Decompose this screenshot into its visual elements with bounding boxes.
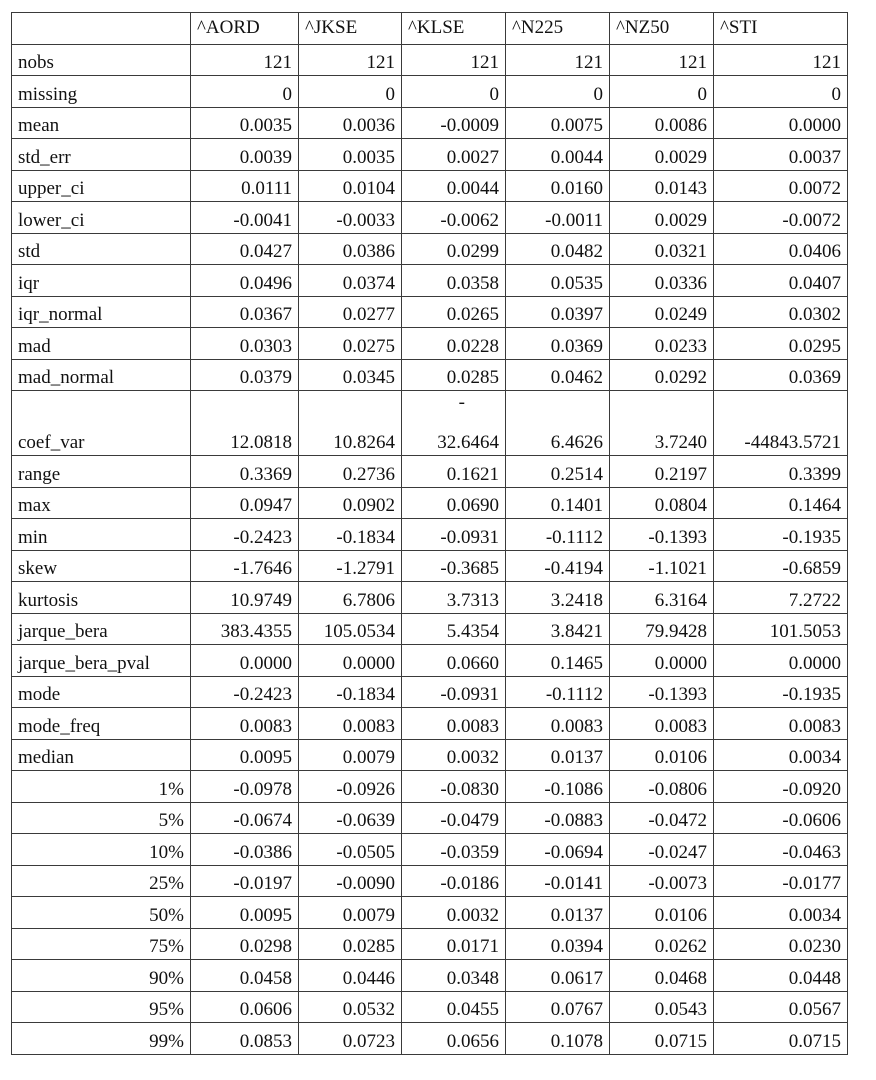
value-cell: 0.0321: [610, 233, 714, 265]
value-cell: 0.0044: [506, 139, 610, 171]
row-label: iqr: [12, 265, 191, 297]
value-cell: 0.0095: [191, 739, 299, 771]
value-cell: -1.7646: [191, 550, 299, 582]
table-row: [12, 139, 848, 171]
table-row: [12, 233, 848, 265]
value-cell: -0.0694: [506, 834, 610, 866]
value-cell: 0.0496: [191, 265, 299, 297]
value-cell: 0.0137: [506, 897, 610, 929]
value-cell: 0.0406: [714, 233, 848, 265]
value-cell: 0.0143: [610, 170, 714, 202]
value-cell: -0.0197: [191, 865, 299, 897]
table-row: [12, 865, 848, 897]
value-cell: 0.0723: [299, 1023, 402, 1055]
row-label: 99%: [12, 1023, 191, 1055]
value-cell: 12.0818: [191, 391, 299, 456]
value-cell: 0.0617: [506, 960, 610, 992]
value-cell: [402, 391, 506, 456]
value-cell: 0.0000: [714, 645, 848, 677]
value-cell: 0.0083: [506, 708, 610, 740]
value-cell: 0.0345: [299, 359, 402, 391]
value-cell: -0.1086: [506, 771, 610, 803]
value-cell: 0.0044: [402, 170, 506, 202]
table-row: [12, 359, 848, 391]
table-row: [12, 991, 848, 1023]
value-cell: 0.1401: [506, 487, 610, 519]
value-cell: -0.1112: [506, 676, 610, 708]
value-cell: 0.0083: [714, 708, 848, 740]
value-cell: 0.0407: [714, 265, 848, 297]
value-cell: -0.1393: [610, 676, 714, 708]
value-cell: 0.0448: [714, 960, 848, 992]
row-label: mode: [12, 676, 191, 708]
value-cell: -0.1834: [299, 676, 402, 708]
table-row: [12, 296, 848, 328]
value-cell: 0.0171: [402, 928, 506, 960]
table-row: [12, 676, 848, 708]
value-cell: 0.0298: [191, 928, 299, 960]
value-cell: -0.1112: [506, 519, 610, 551]
row-label: lower_ci: [12, 202, 191, 234]
value-cell: 0.0106: [610, 739, 714, 771]
value-cell: -0.0606: [714, 802, 848, 834]
row-label: 25%: [12, 865, 191, 897]
table-row: [12, 708, 848, 740]
value-cell: 10.8264: [299, 391, 402, 456]
value-cell: 0: [299, 76, 402, 108]
table-row: [12, 487, 848, 519]
value-cell: 0.0606: [191, 991, 299, 1023]
row-label: std: [12, 233, 191, 265]
row-label: nobs: [12, 44, 191, 76]
value-cell: 0.0348: [402, 960, 506, 992]
value-cell: 0.0160: [506, 170, 610, 202]
wrapped-minus-sign: -: [458, 392, 465, 413]
value-cell: 0.0767: [506, 991, 610, 1023]
value-cell: -44843.5721: [714, 391, 848, 456]
value-cell: 0.0455: [402, 991, 506, 1023]
value-cell: 0.2197: [610, 456, 714, 488]
value-cell: -0.0978: [191, 771, 299, 803]
table-row: [12, 928, 848, 960]
value-cell: -0.0359: [402, 834, 506, 866]
value-cell: -0.0463: [714, 834, 848, 866]
value-cell: 0.0083: [299, 708, 402, 740]
value-cell: 383.4355: [191, 613, 299, 645]
value-cell: 0.0111: [191, 170, 299, 202]
value-cell: 121: [610, 44, 714, 76]
row-label: iqr_normal: [12, 296, 191, 328]
value-cell: 0.0804: [610, 487, 714, 519]
value-cell: 0.0285: [402, 359, 506, 391]
value-cell: 10.9749: [191, 582, 299, 614]
value-cell: -1.2791: [299, 550, 402, 582]
value-cell: 0.0446: [299, 960, 402, 992]
value-cell: 6.3164: [610, 582, 714, 614]
value-cell: -0.0479: [402, 802, 506, 834]
table-row: [12, 391, 848, 456]
value-cell: 0.0275: [299, 328, 402, 360]
value-cell: 5.4354: [402, 613, 506, 645]
table-row: [12, 834, 848, 866]
value-cell: -0.0177: [714, 865, 848, 897]
value-cell: -0.6859: [714, 550, 848, 582]
value-cell: 0.0083: [191, 708, 299, 740]
value-cell: 0.0086: [610, 107, 714, 139]
value-cell: 0.0394: [506, 928, 610, 960]
value-cell: 0.0292: [610, 359, 714, 391]
value-cell: 121: [402, 44, 506, 76]
value-cell: -0.0186: [402, 865, 506, 897]
value-cell: 0: [402, 76, 506, 108]
value-cell: 0.0034: [714, 739, 848, 771]
row-label: std_err: [12, 139, 191, 171]
value-cell: 0.0137: [506, 739, 610, 771]
value-cell: 121: [191, 44, 299, 76]
value-cell: 0.0265: [402, 296, 506, 328]
value-cell: -0.1935: [714, 676, 848, 708]
value-cell: 0.0035: [299, 139, 402, 171]
value-cell: 0.0660: [402, 645, 506, 677]
value-cell: -0.1834: [299, 519, 402, 551]
header-cell-blank: [12, 13, 191, 45]
value-cell: 0.0083: [402, 708, 506, 740]
value-cell: 121: [506, 44, 610, 76]
value-cell: 79.9428: [610, 613, 714, 645]
value-cell: -0.0674: [191, 802, 299, 834]
value-cell: 0: [610, 76, 714, 108]
row-label: coef_var: [12, 391, 191, 456]
value-cell: 0.0482: [506, 233, 610, 265]
value-cell: 0.0303: [191, 328, 299, 360]
row-label: range: [12, 456, 191, 488]
value-cell: 0.0029: [610, 202, 714, 234]
table-row: [12, 960, 848, 992]
value-cell: -0.0883: [506, 802, 610, 834]
value-cell: 0.3369: [191, 456, 299, 488]
value-cell: 0.0000: [610, 645, 714, 677]
value-cell: 7.2722: [714, 582, 848, 614]
row-label: skew: [12, 550, 191, 582]
row-label: 1%: [12, 771, 191, 803]
table-body: [12, 44, 848, 1054]
value-text: 32.6464: [437, 432, 499, 453]
value-cell: -0.1393: [610, 519, 714, 551]
row-label: jarque_bera: [12, 613, 191, 645]
value-cell: 6.7806: [299, 582, 402, 614]
value-cell: 0.0543: [610, 991, 714, 1023]
table-row: [12, 76, 848, 108]
row-label: mode_freq: [12, 708, 191, 740]
value-cell: 0.0427: [191, 233, 299, 265]
row-label: median: [12, 739, 191, 771]
value-cell: 0.0035: [191, 107, 299, 139]
value-cell: 0.0947: [191, 487, 299, 519]
value-cell: 0.0036: [299, 107, 402, 139]
value-cell: 0.0302: [714, 296, 848, 328]
value-cell: -0.0806: [610, 771, 714, 803]
value-cell: -0.0920: [714, 771, 848, 803]
value-cell: 0.0233: [610, 328, 714, 360]
value-cell: -0.2423: [191, 676, 299, 708]
value-cell: 0: [506, 76, 610, 108]
value-cell: 0.0690: [402, 487, 506, 519]
value-cell: 3.2418: [506, 582, 610, 614]
row-label: 90%: [12, 960, 191, 992]
header-cell-jkse: ^JKSE: [299, 13, 402, 45]
value-cell: 0.0075: [506, 107, 610, 139]
value-cell: -0.0247: [610, 834, 714, 866]
table-row: [12, 897, 848, 929]
table-row: [12, 44, 848, 76]
value-cell: -0.0386: [191, 834, 299, 866]
value-cell: 0.0079: [299, 897, 402, 929]
value-cell: 0: [191, 76, 299, 108]
value-cell: 0.0458: [191, 960, 299, 992]
value-cell: -0.0472: [610, 802, 714, 834]
value-cell: -0.0639: [299, 802, 402, 834]
value-cell: 0.0079: [299, 739, 402, 771]
value-cell: 0.0277: [299, 296, 402, 328]
value-cell: -1.1021: [610, 550, 714, 582]
value-cell: 0.0230: [714, 928, 848, 960]
value-cell: -0.0090: [299, 865, 402, 897]
value-cell: -0.2423: [191, 519, 299, 551]
value-cell: -0.0072: [714, 202, 848, 234]
header-cell-sti: ^STI: [714, 13, 848, 45]
value-cell: 0.0104: [299, 170, 402, 202]
row-label: 75%: [12, 928, 191, 960]
row-label: mean: [12, 107, 191, 139]
value-cell: 0.0032: [402, 739, 506, 771]
value-cell: 0.0083: [610, 708, 714, 740]
value-cell: 0.0072: [714, 170, 848, 202]
value-cell: 0.0336: [610, 265, 714, 297]
value-cell: 0.0029: [610, 139, 714, 171]
table-row: [12, 328, 848, 360]
value-cell: 0.0386: [299, 233, 402, 265]
value-cell: 0.0374: [299, 265, 402, 297]
table-row: [12, 107, 848, 139]
table-row: [12, 771, 848, 803]
value-cell: 3.7240: [610, 391, 714, 456]
value-cell: 0.1621: [402, 456, 506, 488]
value-cell: 0.0249: [610, 296, 714, 328]
value-cell: 0.0285: [299, 928, 402, 960]
value-cell: 0: [714, 76, 848, 108]
table-row: [12, 265, 848, 297]
row-label: kurtosis: [12, 582, 191, 614]
value-cell: 0.0535: [506, 265, 610, 297]
row-label: 10%: [12, 834, 191, 866]
value-cell: 0.0462: [506, 359, 610, 391]
value-cell: -0.0011: [506, 202, 610, 234]
value-cell: 0.0853: [191, 1023, 299, 1055]
value-cell: -0.0062: [402, 202, 506, 234]
row-label: mad_normal: [12, 359, 191, 391]
value-cell: 121: [714, 44, 848, 76]
value-cell: 0.0228: [402, 328, 506, 360]
value-cell: -0.0033: [299, 202, 402, 234]
table-row: [12, 613, 848, 645]
statistics-table: [11, 12, 848, 1055]
value-cell: 0.0000: [191, 645, 299, 677]
value-cell: 0.0106: [610, 897, 714, 929]
value-cell: 0.0000: [714, 107, 848, 139]
table-row: [12, 202, 848, 234]
value-cell: 101.5053: [714, 613, 848, 645]
table-row: [12, 645, 848, 677]
value-cell: 0.0367: [191, 296, 299, 328]
table-row: [12, 802, 848, 834]
value-cell: 0.0295: [714, 328, 848, 360]
value-cell: 0.0358: [402, 265, 506, 297]
value-cell: -0.1935: [714, 519, 848, 551]
value-cell: -0.3685: [402, 550, 506, 582]
row-label: mad: [12, 328, 191, 360]
value-cell: 0.0902: [299, 487, 402, 519]
header-cell-klse: ^KLSE: [402, 13, 506, 45]
value-cell: -0.0830: [402, 771, 506, 803]
row-label: jarque_bera_pval: [12, 645, 191, 677]
table-row: [12, 1023, 848, 1055]
value-cell: 0.0039: [191, 139, 299, 171]
value-cell: -0.4194: [506, 550, 610, 582]
value-cell: 0.0532: [299, 991, 402, 1023]
value-cell: 0.0397: [506, 296, 610, 328]
value-cell: 0.0715: [610, 1023, 714, 1055]
value-cell: 0.0468: [610, 960, 714, 992]
value-cell: 0.1465: [506, 645, 610, 677]
row-label: 5%: [12, 802, 191, 834]
header-row: [12, 13, 848, 45]
value-cell: 0.0369: [714, 359, 848, 391]
value-cell: -0.0009: [402, 107, 506, 139]
value-cell: 0.1078: [506, 1023, 610, 1055]
row-label: max: [12, 487, 191, 519]
value-cell: -0.0041: [191, 202, 299, 234]
header-cell-aord: ^AORD: [191, 13, 299, 45]
table-row: [12, 582, 848, 614]
header-cell-nz50: ^NZ50: [610, 13, 714, 45]
value-cell: -0.0073: [610, 865, 714, 897]
value-cell: 3.7313: [402, 582, 506, 614]
value-cell: 0.0027: [402, 139, 506, 171]
value-cell: 0.2514: [506, 456, 610, 488]
value-cell: 0.0299: [402, 233, 506, 265]
value-cell: 0.0095: [191, 897, 299, 929]
value-cell: 105.0534: [299, 613, 402, 645]
value-cell: 0.0032: [402, 897, 506, 929]
value-cell: -0.0931: [402, 519, 506, 551]
value-cell: -0.0141: [506, 865, 610, 897]
value-cell: -0.0931: [402, 676, 506, 708]
value-cell: 0.0656: [402, 1023, 506, 1055]
row-label: 50%: [12, 897, 191, 929]
table-row: [12, 519, 848, 551]
table-row: [12, 550, 848, 582]
value-cell: 0.3399: [714, 456, 848, 488]
value-cell: 3.8421: [506, 613, 610, 645]
value-cell: -0.0926: [299, 771, 402, 803]
value-cell: 0.0034: [714, 897, 848, 929]
row-label: missing: [12, 76, 191, 108]
table-row: [12, 170, 848, 202]
value-cell: 6.4626: [506, 391, 610, 456]
value-cell: 0.0715: [714, 1023, 848, 1055]
row-label: 95%: [12, 991, 191, 1023]
value-cell: 0.1464: [714, 487, 848, 519]
value-cell: 0.2736: [299, 456, 402, 488]
value-cell: 0.0037: [714, 139, 848, 171]
table-row: [12, 456, 848, 488]
header-cell-n225: ^N225: [506, 13, 610, 45]
row-label: min: [12, 519, 191, 551]
value-cell: 0.0379: [191, 359, 299, 391]
value-cell: 0.0262: [610, 928, 714, 960]
value-cell: -0.0505: [299, 834, 402, 866]
value-cell: 0.0000: [299, 645, 402, 677]
value-cell: 0.0369: [506, 328, 610, 360]
value-cell: 121: [299, 44, 402, 76]
row-label: upper_ci: [12, 170, 191, 202]
table-row: [12, 739, 848, 771]
value-cell: 0.0567: [714, 991, 848, 1023]
